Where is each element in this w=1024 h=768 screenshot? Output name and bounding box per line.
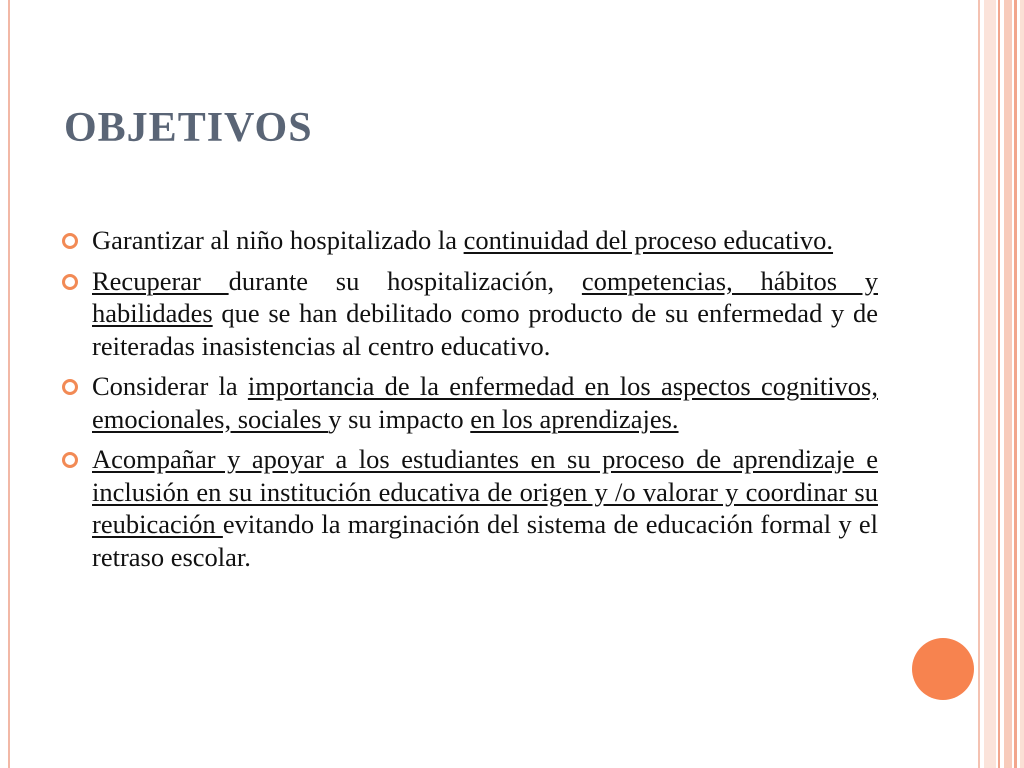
underlined-text: en los aprendizajes. bbox=[470, 403, 679, 434]
ring-bullet-icon bbox=[62, 379, 78, 395]
left-border bbox=[8, 0, 10, 768]
orange-circle-decoration bbox=[912, 638, 974, 700]
bullet-item-2 bbox=[62, 265, 878, 363]
underlined-text: Acompañar y apoyar a los estudiantes en su proceso de aprendizaje e inclusión en su institución educativa de origen y /o valorar y coordinar su reubicación bbox=[92, 444, 878, 539]
bullet-list bbox=[62, 224, 878, 581]
ring-bullet-icon bbox=[62, 233, 78, 249]
ring-bullet-icon bbox=[62, 274, 78, 290]
bullet-text: durante su hospitalización, bbox=[228, 265, 582, 296]
stripe bbox=[1020, 0, 1024, 768]
ring-bullet-icon bbox=[62, 452, 78, 468]
bullet-text: Considerar la bbox=[92, 371, 248, 401]
underlined-text: competencias, hábitos y habilidades bbox=[92, 265, 878, 328]
bullet-item-3 bbox=[62, 370, 878, 435]
stripe bbox=[1004, 0, 1012, 768]
slide-title: OBJETIVOS bbox=[64, 105, 313, 151]
stripe bbox=[998, 0, 1000, 768]
underlined-text: continuidad del proceso educativo. bbox=[463, 225, 834, 255]
stripe bbox=[1014, 0, 1017, 768]
stripe bbox=[984, 0, 996, 768]
bullet-item-4 bbox=[62, 443, 878, 573]
underlined-text: Recuperar bbox=[92, 265, 229, 296]
bullet-text: evitando la marginación del sistema de educación formal y el retraso escolar. bbox=[92, 509, 878, 572]
bullet-text: que se han debilitado como producto de su enfermedad y de reiteradas inasistencias al centro educativo. bbox=[92, 298, 878, 361]
stripe bbox=[978, 0, 980, 768]
right-decorative-stripes bbox=[976, 0, 1024, 768]
bullet-text: Garantizar al niño hospitalizado la bbox=[92, 225, 464, 255]
bullet-item-1 bbox=[62, 224, 878, 257]
underlined-text: importancia de la enfermedad en los aspectos cognitivos, emocionales, sociales bbox=[92, 371, 878, 434]
bullet-text: y su impacto bbox=[328, 403, 471, 434]
